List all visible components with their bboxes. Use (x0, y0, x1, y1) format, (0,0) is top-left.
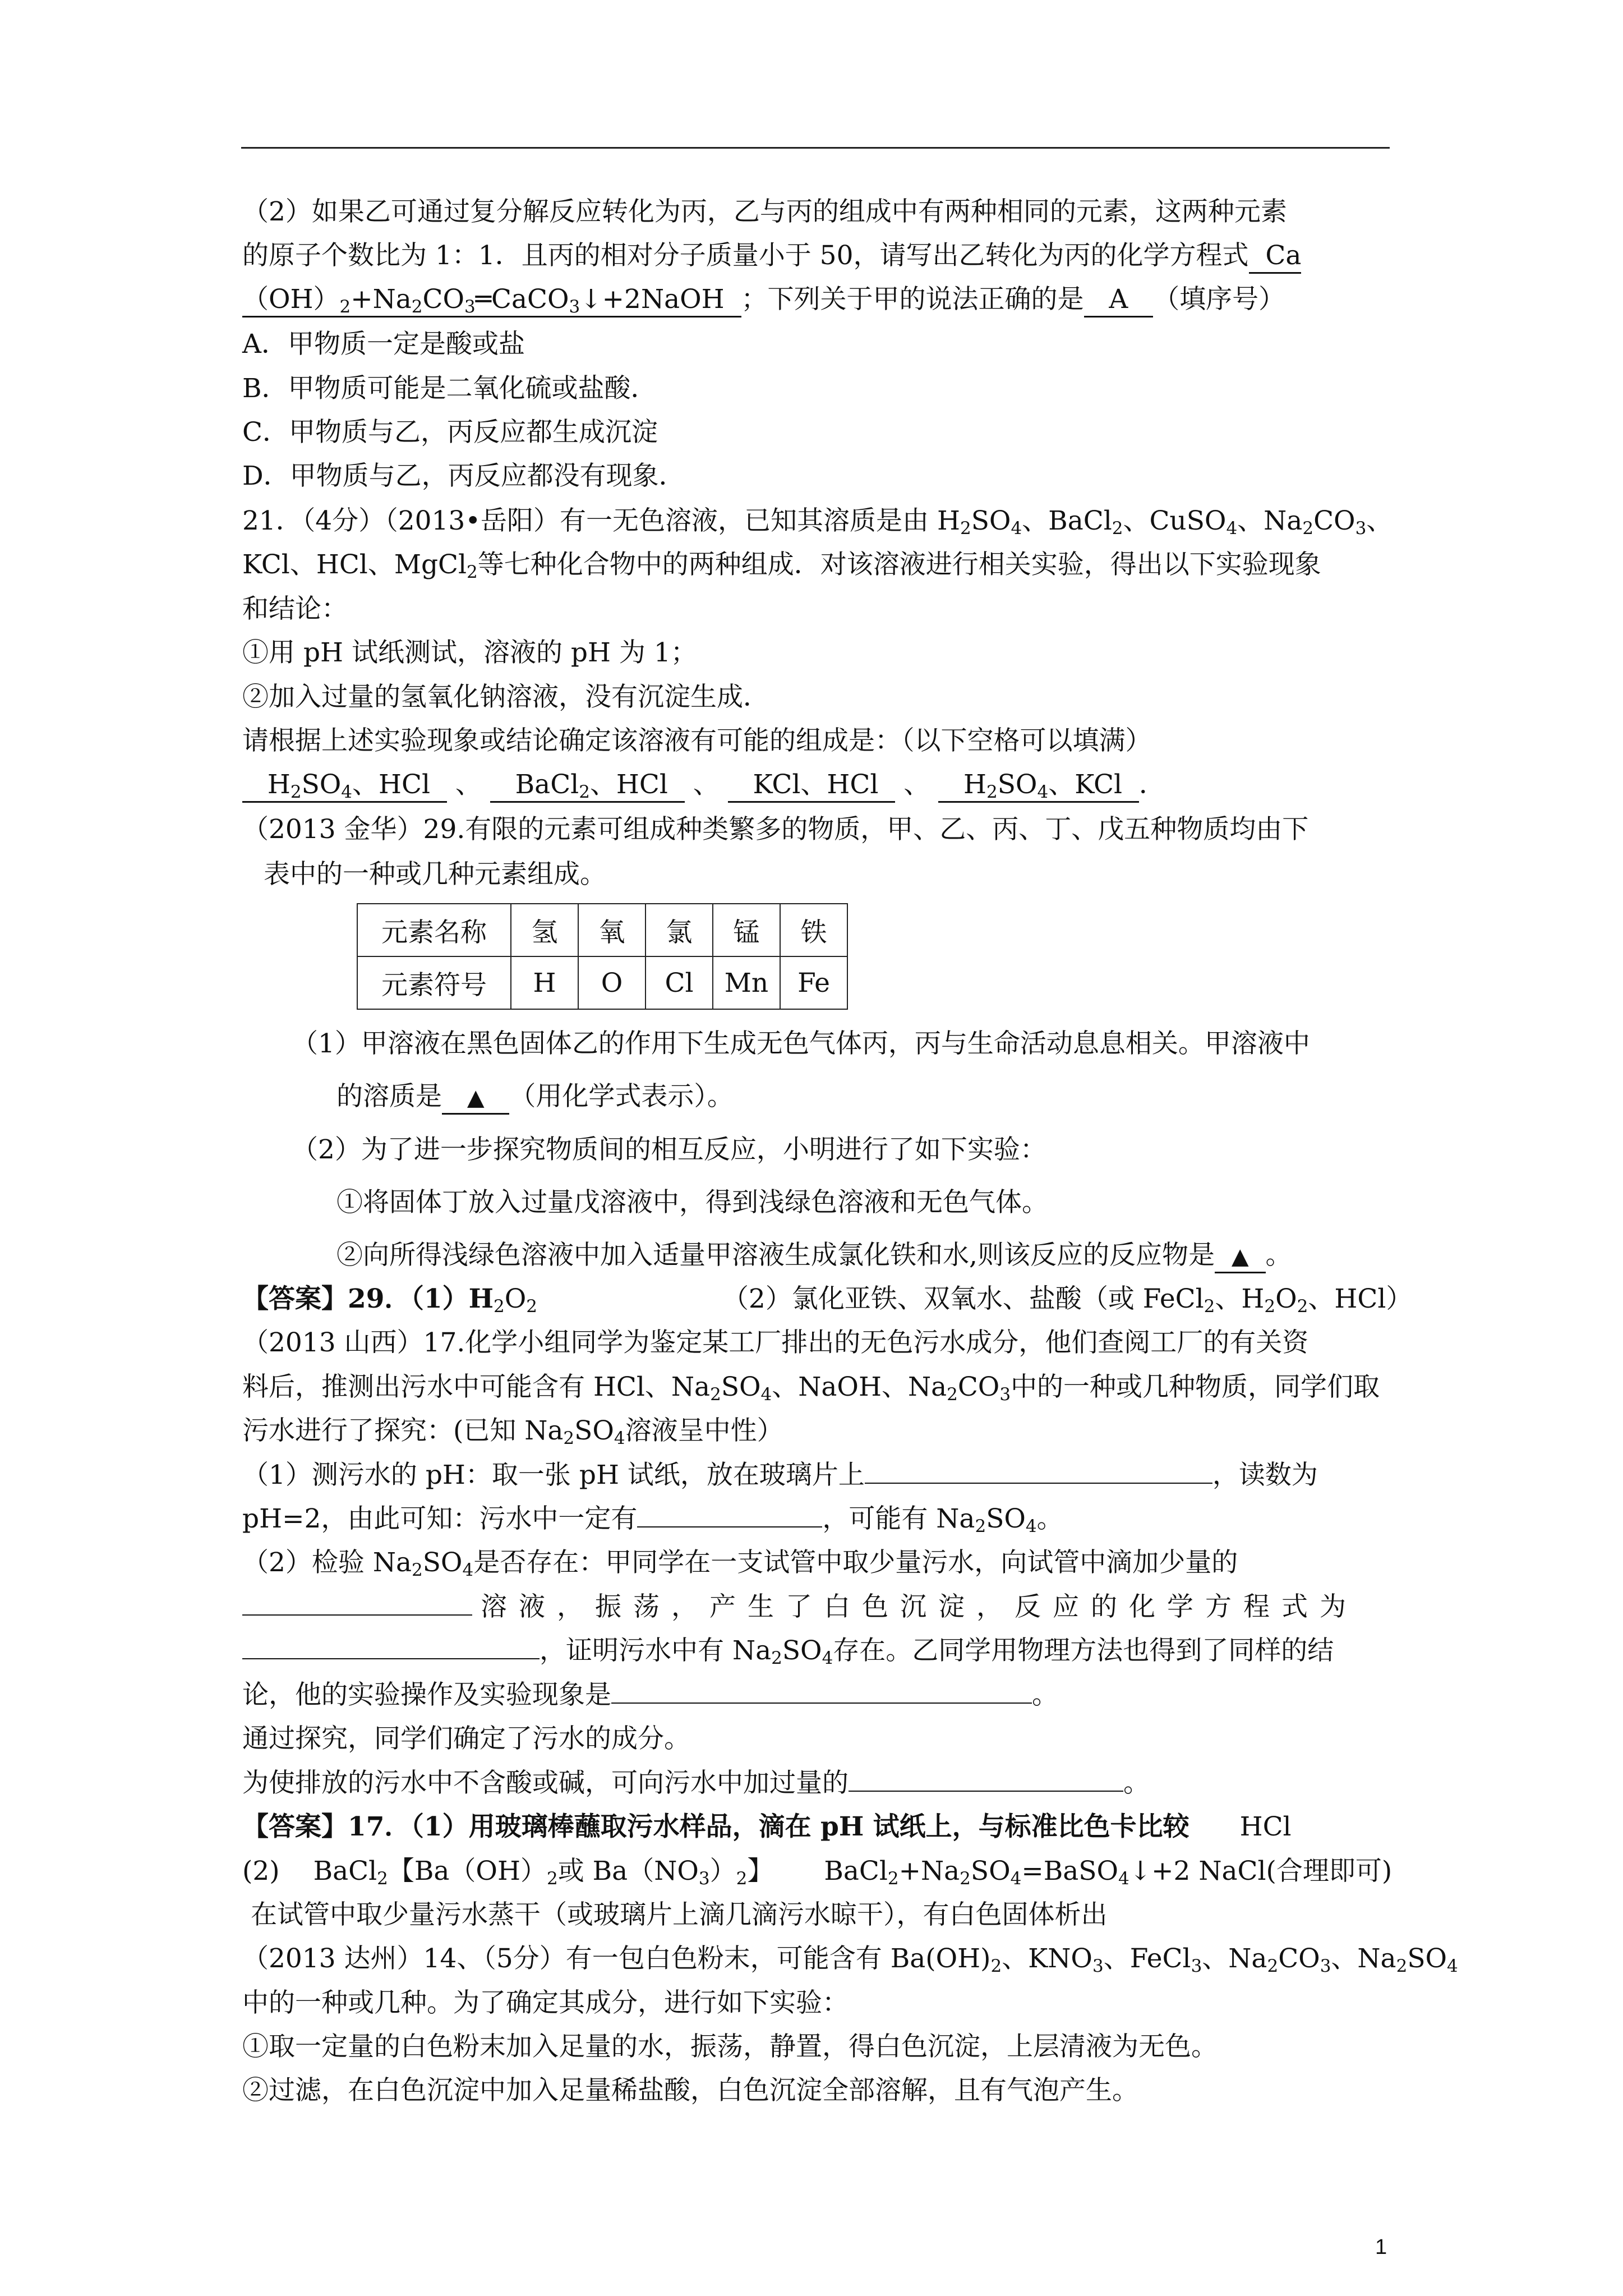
element-table-row-symbols: 元素符号 H O Cl Mn Fe (357, 956, 847, 1009)
q21-line-3: 和结论： (242, 593, 348, 624)
answer-equation-part2: $(OH)_2+Na_2CO_3═CaCO_3↓+2NaOH$ (242, 284, 741, 318)
sx-q1-blank-1 (865, 1460, 1212, 1484)
q-line-1: （2）如果乙可通过复分解反应转化为丙，乙与丙的组成中有两种相同的元素，这两种元素 (242, 196, 1287, 227)
element-table (357, 903, 848, 1010)
q21-answer-3: KCl、HCl (728, 769, 896, 803)
jh-line-1: （2013 金华）29.有限的元素可组成种类繁多的物质，甲、乙、丙、丁、戊五种物质均由下 (242, 814, 1309, 845)
option-c: C．甲物质与乙，丙反应都生成沉淀 (242, 417, 658, 448)
sx-q2-blank-1 (242, 1592, 472, 1616)
sx-q2-blank-2 (242, 1636, 540, 1659)
option-a: A．甲物质一定是酸或盐 (242, 329, 525, 360)
jh-q2-blank: ▲ (1215, 1240, 1266, 1273)
q21-line-1: 21．（4分）（2013•岳阳）有一无色溶液，已知其溶质是由 $H_2SO_4$、BaCl$_2$、CuSO$_4$、$Na_2CO_3$、 (242, 505, 1393, 539)
q-line-2: 的原子个数比为 1：1．且丙的相对分子质量小于 50，请写出乙转化为丙的化学方程式 Ca (242, 237, 1301, 274)
dz-step-2: ②过滤，在白色沉淀中加入足量稀盐酸，白色沉淀全部溶解，且有气泡产生。 (242, 2075, 1138, 2106)
sx-q2-line-1: （2）检验 $Na_2SO_4$是否存在：甲同学在一支试管中取少量污水，向试管中滴加少量的 (242, 1547, 1238, 1580)
sx-answer-3: 在试管中取少量污水蒸干（或玻璃片上滴几滴污水晾干），有白色固体析出 (251, 1899, 1108, 1930)
jh-q1-line-1: （1）甲溶液在黑色固体乙的作用下生成无色气体丙，丙与生命活动息息相关。甲溶液中 (292, 1028, 1310, 1059)
element-table-row-names: 元素名称 氢 氧 氯 锰 铁 (357, 904, 847, 956)
answer-equation-part1: Ca (1249, 240, 1302, 274)
jh-q1-line-2: 的溶质是 ▲ （用化学式表示）。 (336, 1078, 734, 1116)
q21-step-2: ②加入过量的氢氧化钠溶液，没有沉淀生成． (242, 682, 769, 712)
option-b: B．甲物质可能是二氧化硫或盐酸． (242, 373, 657, 404)
sx-q1-line-1: （1）测污水的 pH：取一张 pH 试纸，放在玻璃片上 ，读数为 (242, 1460, 1318, 1490)
sx-line-1: （2013 山西）17.化学小组同学为鉴定某工厂排出的无色污水成分，他们查阅工厂的有关资 (242, 1327, 1309, 1358)
dz-step-1: ①取一定量的白色粉末加入足量的水，振荡，静置，得白色沉淀，上层清液为无色。 (242, 2031, 1218, 2062)
answer-option: A (1084, 284, 1154, 318)
q-line-3: $(OH)_2+Na_2CO_3═CaCO_3↓+2NaOH$ ；下列关于甲的说法正确的是 A （填序号） (242, 284, 1285, 317)
sx-q2-line-2: 溶液，振荡，产生了白色沉淀，反应的化学方程式为 (242, 1589, 1358, 1626)
sx-q2-line-4: 论，他的实验操作及实验现象是 。 (242, 1680, 1058, 1710)
jh-line-2: 表中的一种或几种元素组成。 (264, 859, 606, 890)
sx-answer-1: 【答案】17．（1）用玻璃棒蘸取污水样品，滴在 pH 试纸上，与标准比色卡比较 HCl (242, 1811, 1292, 1842)
sx-line-4: 通过探究，同学们确定了污水的成分。 (242, 1723, 690, 1754)
q21-line-2: KCl、HCl、MgCl$_2$等七种化合物中的两种组成．对该溶液进行相关实验，得出以下实验现象 (242, 549, 1321, 582)
sx-line-5: 为使排放的污水中不含酸或碱，可向污水中加过量的 。 (242, 1768, 1150, 1798)
jh-q1-blank: ▲ (442, 1081, 509, 1115)
jh-answer: 【答案】29．$(1)H_2O_2$ （2）氯化亚铁、双氧水、盐酸（或 FeCl$_2$、$H_2O_2$、HCl） (242, 1283, 1413, 1317)
jh-q2-step-1: ①将固体丁放入过量戊溶液中，得到浅绿色溶液和无色气体。 (336, 1187, 1048, 1218)
q21-answer-1: $H_2SO_4$、HCl (242, 769, 447, 803)
option-d: D．甲物质与乙，丙反应都没有现象． (242, 461, 685, 491)
sx-q2-line-3: ，证明污水中有 $Na_2SO_4$存在。乙同学用物理方法也得到了同样的结 (242, 1632, 1334, 1669)
dz-line-1: （2013 达州）14、（5分）有一包白色粉末，可能含有 $Ba(OH)_2$、$KNO_3$、FeCl$_3$、$Na_2CO_3$、$Na_2SO_4$ (242, 1943, 1458, 1976)
q21-step-3: 请根据上述实验现象或结论确定该溶液有可能的组成是：（以下空格可以填满） (242, 725, 1152, 756)
jh-q2-step-2: ②向所得浅绿色溶液中加入适量甲溶液生成氯化铁和水,则该反应的反应物是 ▲ 。 (336, 1237, 1292, 1275)
page-number: 1 (1375, 2235, 1387, 2259)
header-rule (241, 147, 1390, 149)
q21-answer-2: BaCl$_2$、HCl (490, 769, 685, 803)
q21-step-1: ①用 pH 试纸测试，溶液的 pH 为 1； (242, 637, 697, 668)
sx-q1-line-2: pH=2，由此可知：污水中一定有 ，可能有 $Na_2SO_4$。 (242, 1503, 1063, 1536)
q21-answers: $H_2SO_4$、HCl 、 BaCl$_2$、HCl 、 KCl、HCl 、 $H_2SO_4$、KCl ． (242, 766, 1165, 803)
sx-blank-4 (849, 1768, 1123, 1792)
sx-line-3: 污水进行了探究：(已知 $Na_2SO_4$溶液呈中性） (242, 1415, 783, 1448)
sx-q1-blank-2 (637, 1504, 822, 1527)
dz-line-2: 中的一种或几种。为了确定其成分，进行如下实验： (242, 1987, 849, 2018)
q21-answer-4: $H_2SO_4$、KCl (938, 769, 1139, 803)
sx-line-2: 料后，推测出污水中可能含有 HCl、$Na_2SO_4$、NaOH、$Na_2CO_3$中的一种或几种物质，同学们取 (242, 1372, 1380, 1405)
jh-q2-line: （2）为了进一步探究物质间的相互反应，小明进行了如下实验： (292, 1134, 1046, 1165)
sx-answer-2: (2) BaCl$_2$【$Ba(OH)_2$或 $Ba(NO_3)_2$】 $BaCl_2+Na_2SO_4=BaSO_4↓+2$ NaCl(合理即可) (242, 1856, 1393, 1889)
sx-q2-blank-3 (611, 1680, 1032, 1704)
